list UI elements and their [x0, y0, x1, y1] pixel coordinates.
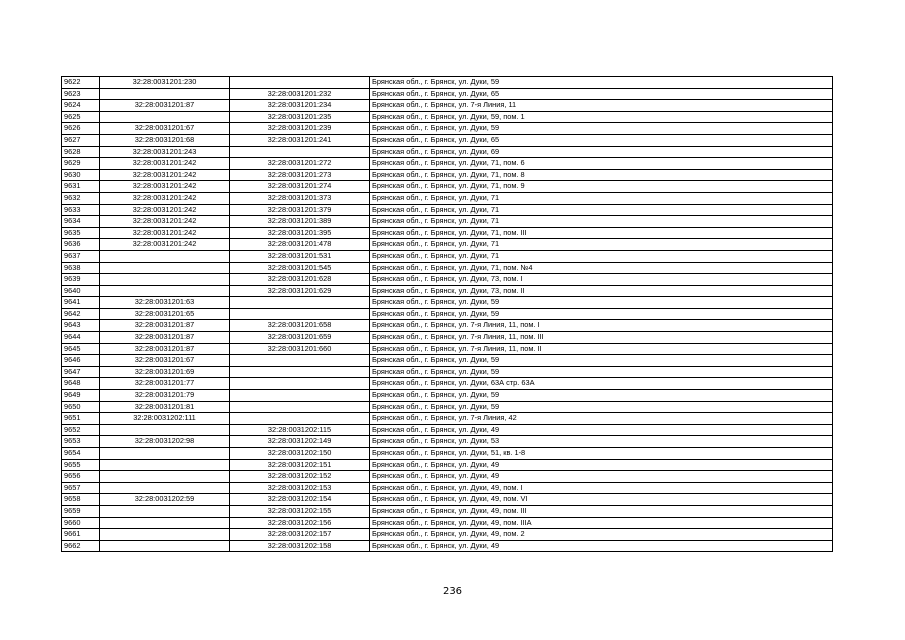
cadastral-number-cell: [230, 146, 370, 158]
address-cell: Брянская обл., г. Брянск, ул. Дуки, 63А стр. 63А: [370, 378, 833, 390]
address-cell: Брянская обл., г. Брянск, ул. Дуки, 71, пом. III: [370, 227, 833, 239]
table-row: [62, 158, 833, 170]
cadastral-number-cell: [100, 540, 230, 552]
row-number-cell: 9644: [62, 332, 100, 344]
table-row: [62, 343, 833, 355]
cadastral-number-cell: 32:28:0031202:111: [100, 413, 230, 425]
address-cell: Брянская обл., г. Брянск, ул. Дуки, 73, пом. I: [370, 274, 833, 286]
row-number-cell: 9658: [62, 494, 100, 506]
cadastral-number-cell: 32:28:0031201:478: [230, 239, 370, 251]
cadastral-number-cell: [230, 77, 370, 89]
address-cell: Брянская обл., г. Брянск, ул. Дуки, 71: [370, 250, 833, 262]
cadastral-number-cell: 32:28:0031201:239: [230, 123, 370, 135]
cadastral-number-cell: [100, 529, 230, 541]
row-number-cell: 9647: [62, 366, 100, 378]
table-row: [62, 517, 833, 529]
cadastral-number-cell: 32:28:0031201:272: [230, 158, 370, 170]
table-row: [62, 227, 833, 239]
row-number-cell: 9656: [62, 471, 100, 483]
cadastral-number-cell: [100, 262, 230, 274]
address-cell: Брянская обл., г. Брянск, ул. Дуки, 71: [370, 239, 833, 251]
row-number-cell: 9633: [62, 204, 100, 216]
cadastral-number-cell: 32:28:0031201:273: [230, 169, 370, 181]
cadastral-number-cell: [100, 88, 230, 100]
cadastral-number-cell: 32:28:0031201:242: [100, 169, 230, 181]
cadastral-number-cell: 32:28:0031201:629: [230, 285, 370, 297]
cadastral-number-cell: 32:28:0031201:243: [100, 146, 230, 158]
cadastral-number-cell: 32:28:0031201:660: [230, 343, 370, 355]
address-cell: Брянская обл., г. Брянск, ул. Дуки, 71, пом. 9: [370, 181, 833, 193]
row-number-cell: 9626: [62, 123, 100, 135]
row-number-cell: 9649: [62, 390, 100, 402]
cadastral-number-cell: [100, 111, 230, 123]
address-cell: Брянская обл., г. Брянск, ул. Дуки, 73, пом. II: [370, 285, 833, 297]
cadastral-number-cell: [100, 274, 230, 286]
cadastral-number-cell: 32:28:0031201:87: [100, 320, 230, 332]
cadastral-number-cell: 32:28:0031202:59: [100, 494, 230, 506]
cadastral-number-cell: 32:28:0031201:531: [230, 250, 370, 262]
table-row: [62, 378, 833, 390]
address-cell: Брянская обл., г. Брянск, ул. Дуки, 49: [370, 424, 833, 436]
cadastral-number-cell: 32:28:0031201:658: [230, 320, 370, 332]
cadastral-number-cell: 32:28:0031201:65: [100, 308, 230, 320]
table-row: [62, 308, 833, 320]
address-cell: Брянская обл., г. Брянск, ул. Дуки, 71: [370, 204, 833, 216]
address-cell: Брянская обл., г. Брянск, ул. 7-я Линия, 11: [370, 100, 833, 112]
cadastral-number-cell: [230, 413, 370, 425]
table-row: [62, 146, 833, 158]
cadastral-number-cell: [100, 471, 230, 483]
row-number-cell: 9643: [62, 320, 100, 332]
address-cell: Брянская обл., г. Брянск, ул. Дуки, 49, пом. III: [370, 505, 833, 517]
cadastral-number-cell: 32:28:0031201:77: [100, 378, 230, 390]
address-cell: Брянская обл., г. Брянск, ул. Дуки, 71: [370, 192, 833, 204]
row-number-cell: 9628: [62, 146, 100, 158]
row-number-cell: 9629: [62, 158, 100, 170]
row-number-cell: 9661: [62, 529, 100, 541]
row-number-cell: 9639: [62, 274, 100, 286]
address-cell: Брянская обл., г. Брянск, ул. Дуки, 49, пом. VI: [370, 494, 833, 506]
row-number-cell: 9630: [62, 169, 100, 181]
row-number-cell: 9637: [62, 250, 100, 262]
address-cell: Брянская обл., г. Брянск, ул. Дуки, 71, пом. №4: [370, 262, 833, 274]
cadastral-number-cell: 32:28:0031201:81: [100, 401, 230, 413]
cadastral-number-cell: 32:28:0031201:628: [230, 274, 370, 286]
cadastral-number-cell: [230, 355, 370, 367]
cadastral-number-cell: 32:28:0031201:395: [230, 227, 370, 239]
address-cell: Брянская обл., г. Брянск, ул. Дуки, 65: [370, 134, 833, 146]
table-row: [62, 436, 833, 448]
cadastral-number-cell: 32:28:0031201:234: [230, 100, 370, 112]
cadastral-number-cell: 32:28:0031201:242: [100, 181, 230, 193]
table-row: [62, 320, 833, 332]
cadastral-number-cell: 32:28:0031201:242: [100, 204, 230, 216]
row-number-cell: 9625: [62, 111, 100, 123]
cadastral-number-cell: 32:28:0031201:67: [100, 123, 230, 135]
cadastral-number-cell: 32:28:0031202:98: [100, 436, 230, 448]
address-cell: Брянская обл., г. Брянск, ул. Дуки, 49, пом. IIIА: [370, 517, 833, 529]
row-number-cell: 9645: [62, 343, 100, 355]
address-cell: Брянская обл., г. Брянск, ул. Дуки, 59: [370, 123, 833, 135]
table-row: [62, 297, 833, 309]
row-number-cell: 9634: [62, 216, 100, 228]
row-number-cell: 9650: [62, 401, 100, 413]
row-number-cell: 9655: [62, 459, 100, 471]
cadastral-number-cell: [100, 517, 230, 529]
table-row: [62, 332, 833, 344]
address-cell: Брянская обл., г. Брянск, ул. Дуки, 53: [370, 436, 833, 448]
row-number-cell: 9659: [62, 505, 100, 517]
address-cell: Брянская обл., г. Брянск, ул. Дуки, 49: [370, 540, 833, 552]
table-row: [62, 540, 833, 552]
cadastral-number-cell: 32:28:0031201:235: [230, 111, 370, 123]
cadastral-number-cell: [100, 250, 230, 262]
cadastral-number-cell: 32:28:0031201:67: [100, 355, 230, 367]
cadastral-number-cell: 32:28:0031201:87: [100, 100, 230, 112]
cadastral-number-cell: 32:28:0031202:157: [230, 529, 370, 541]
row-number-cell: 9623: [62, 88, 100, 100]
row-number-cell: 9627: [62, 134, 100, 146]
table-row: [62, 169, 833, 181]
row-number-cell: 9638: [62, 262, 100, 274]
cadastral-number-cell: 32:28:0031201:241: [230, 134, 370, 146]
table-row: [62, 88, 833, 100]
address-cell: Брянская обл., г. Брянск, ул. Дуки, 49, пом. I: [370, 482, 833, 494]
row-number-cell: 9640: [62, 285, 100, 297]
table-row: [62, 448, 833, 460]
table-row: [62, 204, 833, 216]
cadastral-number-cell: [230, 297, 370, 309]
address-cell: Брянская обл., г. Брянск, ул. Дуки, 59, пом. 1: [370, 111, 833, 123]
cadastral-number-cell: [100, 482, 230, 494]
address-cell: Брянская обл., г. Брянск, ул. Дуки, 71, пом. 8: [370, 169, 833, 181]
row-number-cell: 9624: [62, 100, 100, 112]
table-row: [62, 413, 833, 425]
address-cell: Брянская обл., г. Брянск, ул. Дуки, 59: [370, 401, 833, 413]
table-row: [62, 366, 833, 378]
cadastral-number-cell: [100, 459, 230, 471]
cadastral-number-cell: [100, 505, 230, 517]
address-cell: Брянская обл., г. Брянск, ул. Дуки, 49, пом. 2: [370, 529, 833, 541]
table-row: [62, 355, 833, 367]
address-cell: Брянская обл., г. Брянск, ул. Дуки, 59: [370, 308, 833, 320]
registry-table: [61, 76, 833, 552]
cadastral-number-cell: [230, 401, 370, 413]
table-row: [62, 216, 833, 228]
row-number-cell: 9622: [62, 77, 100, 89]
cadastral-number-cell: 32:28:0031202:149: [230, 436, 370, 448]
table-row: [62, 482, 833, 494]
address-cell: Брянская обл., г. Брянск, ул. Дуки, 51, кв. 1-8: [370, 448, 833, 460]
table-row: [62, 529, 833, 541]
table-row: [62, 494, 833, 506]
address-cell: Брянская обл., г. Брянск, ул. 7-я Линия, 11, пом. III: [370, 332, 833, 344]
cadastral-number-cell: [230, 390, 370, 402]
cadastral-number-cell: 32:28:0031201:373: [230, 192, 370, 204]
cadastral-number-cell: 32:28:0031202:115: [230, 424, 370, 436]
cadastral-number-cell: 32:28:0031202:156: [230, 517, 370, 529]
row-number-cell: 9636: [62, 239, 100, 251]
row-number-cell: 9657: [62, 482, 100, 494]
table-row: [62, 274, 833, 286]
table-row: [62, 239, 833, 251]
table-row: [62, 262, 833, 274]
address-cell: Брянская обл., г. Брянск, ул. Дуки, 59: [370, 366, 833, 378]
table-row: [62, 471, 833, 483]
row-number-cell: 9646: [62, 355, 100, 367]
cadastral-number-cell: 32:28:0031201:389: [230, 216, 370, 228]
table-row: [62, 123, 833, 135]
address-cell: Брянская обл., г. Брянск, ул. Дуки, 59: [370, 297, 833, 309]
address-cell: Брянская обл., г. Брянск, ул. Дуки, 71: [370, 216, 833, 228]
cadastral-number-cell: 32:28:0031201:87: [100, 332, 230, 344]
cadastral-number-cell: [100, 285, 230, 297]
table-row: [62, 505, 833, 517]
row-number-cell: 9632: [62, 192, 100, 204]
cadastral-number-cell: 32:28:0031201:79: [100, 390, 230, 402]
table-row: [62, 250, 833, 262]
cadastral-number-cell: 32:28:0031201:230: [100, 77, 230, 89]
row-number-cell: 9635: [62, 227, 100, 239]
table-row: [62, 401, 833, 413]
address-cell: Брянская обл., г. Брянск, ул. 7-я Линия, 11, пом. II: [370, 343, 833, 355]
page-number: 236: [442, 586, 463, 597]
cadastral-number-cell: 32:28:0031201:545: [230, 262, 370, 274]
row-number-cell: 9641: [62, 297, 100, 309]
table-row: [62, 77, 833, 89]
table-row: [62, 100, 833, 112]
registry-table-body: [62, 77, 833, 552]
cadastral-number-cell: 32:28:0031201:242: [100, 158, 230, 170]
cadastral-number-cell: 32:28:0031202:151: [230, 459, 370, 471]
cadastral-number-cell: 32:28:0031201:242: [100, 192, 230, 204]
address-cell: Брянская обл., г. Брянск, ул. Дуки, 65: [370, 88, 833, 100]
cadastral-number-cell: 32:28:0031201:63: [100, 297, 230, 309]
address-cell: Брянская обл., г. Брянск, ул. Дуки, 59: [370, 390, 833, 402]
row-number-cell: 9642: [62, 308, 100, 320]
address-cell: Брянская обл., г. Брянск, ул. Дуки, 49: [370, 459, 833, 471]
address-cell: Брянская обл., г. Брянск, ул. Дуки, 69: [370, 146, 833, 158]
table-row: [62, 285, 833, 297]
table-row: [62, 111, 833, 123]
cadastral-number-cell: 32:28:0031202:153: [230, 482, 370, 494]
cadastral-number-cell: [230, 308, 370, 320]
cadastral-number-cell: 32:28:0031202:150: [230, 448, 370, 460]
address-cell: Брянская обл., г. Брянск, ул. 7-я Линия, 11, пом. I: [370, 320, 833, 332]
cadastral-number-cell: 32:28:0031201:274: [230, 181, 370, 193]
table-row: [62, 390, 833, 402]
cadastral-number-cell: 32:28:0031201:379: [230, 204, 370, 216]
row-number-cell: 9648: [62, 378, 100, 390]
address-cell: Брянская обл., г. Брянск, ул. Дуки, 71, пом. 6: [370, 158, 833, 170]
cadastral-number-cell: [100, 424, 230, 436]
cadastral-number-cell: [100, 448, 230, 460]
row-number-cell: 9631: [62, 181, 100, 193]
cadastral-number-cell: 32:28:0031201:242: [100, 227, 230, 239]
table-row: [62, 192, 833, 204]
cadastral-number-cell: 32:28:0031201:68: [100, 134, 230, 146]
cadastral-number-cell: 32:28:0031201:232: [230, 88, 370, 100]
row-number-cell: 9652: [62, 424, 100, 436]
row-number-cell: 9660: [62, 517, 100, 529]
row-number-cell: 9662: [62, 540, 100, 552]
cadastral-number-cell: 32:28:0031201:87: [100, 343, 230, 355]
address-cell: Брянская обл., г. Брянск, ул. 7-я Линия, 42: [370, 413, 833, 425]
address-cell: Брянская обл., г. Брянск, ул. Дуки, 59: [370, 77, 833, 89]
cadastral-number-cell: 32:28:0031201:659: [230, 332, 370, 344]
cadastral-number-cell: 32:28:0031202:158: [230, 540, 370, 552]
cadastral-number-cell: 32:28:0031201:69: [100, 366, 230, 378]
table-row: [62, 134, 833, 146]
cadastral-number-cell: [230, 378, 370, 390]
cadastral-number-cell: 32:28:0031202:155: [230, 505, 370, 517]
cadastral-number-cell: 32:28:0031201:242: [100, 239, 230, 251]
row-number-cell: 9651: [62, 413, 100, 425]
cadastral-number-cell: 32:28:0031202:152: [230, 471, 370, 483]
row-number-cell: 9654: [62, 448, 100, 460]
table-row: [62, 424, 833, 436]
cadastral-number-cell: [230, 366, 370, 378]
cadastral-number-cell: 32:28:0031201:242: [100, 216, 230, 228]
cadastral-number-cell: 32:28:0031202:154: [230, 494, 370, 506]
table-row: [62, 459, 833, 471]
row-number-cell: 9653: [62, 436, 100, 448]
table-row: [62, 181, 833, 193]
address-cell: Брянская обл., г. Брянск, ул. Дуки, 49: [370, 471, 833, 483]
address-cell: Брянская обл., г. Брянск, ул. Дуки, 59: [370, 355, 833, 367]
